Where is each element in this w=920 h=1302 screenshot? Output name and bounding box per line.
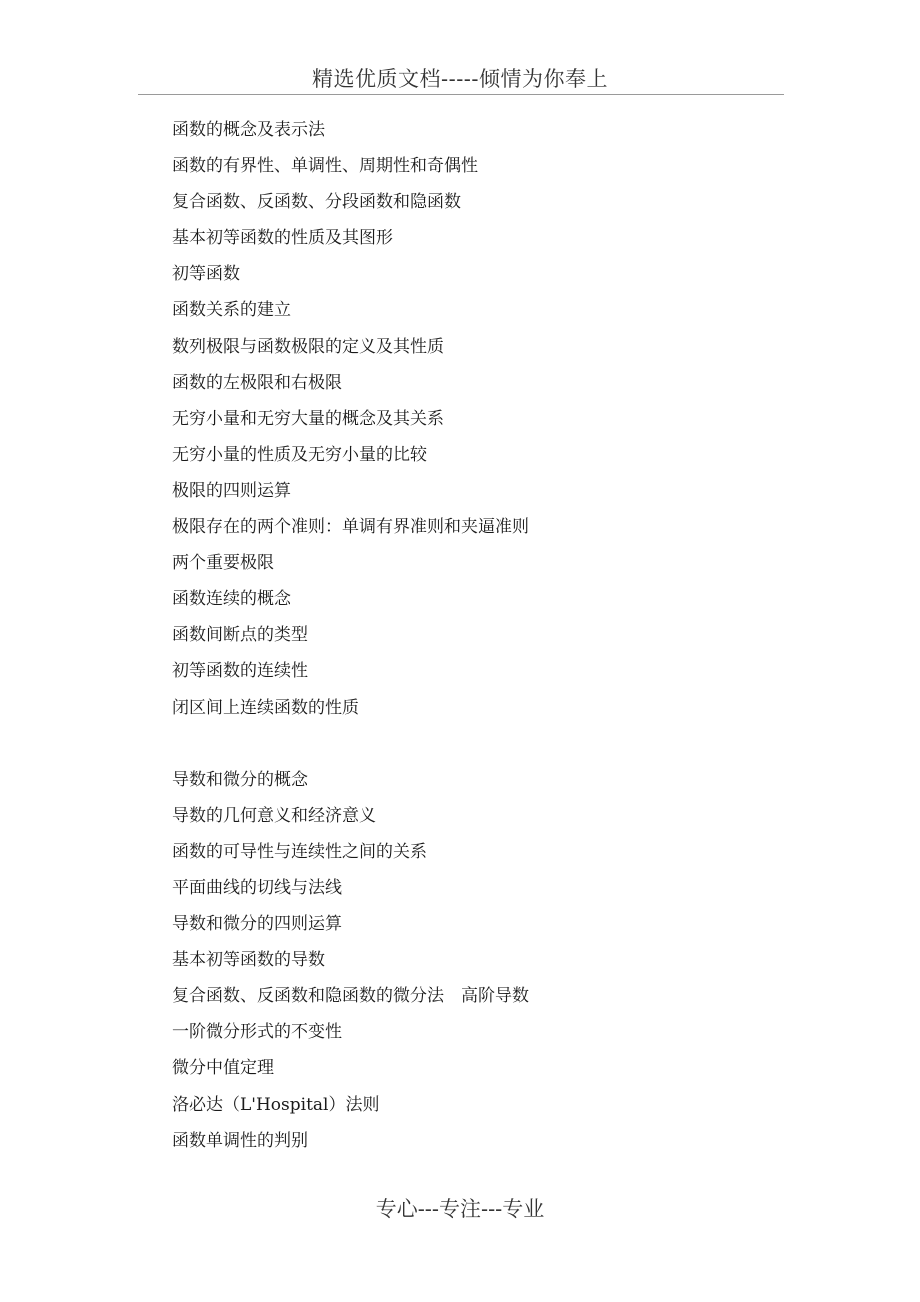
topic-line: 函数的概念及表示法	[172, 120, 325, 140]
topic-line: 导数的几何意义和经济意义	[172, 805, 376, 826]
topic-line: 导数和微分的概念	[172, 769, 308, 790]
topic-list	[172, 112, 792, 1159]
topic-line: 两个重要极限	[172, 553, 274, 574]
topic-line: 洛必达（L'Hospital）法则	[172, 1094, 380, 1115]
topic-line: 函数的有界性、单调性、周期性和奇偶性	[172, 156, 478, 177]
topic-line: 复合函数、反函数和隐函数的微分法 高阶导数	[172, 986, 529, 1007]
blank-line	[172, 726, 792, 762]
topic-line: 复合函数、反函数、分段函数和隐函数	[172, 192, 461, 213]
topic-line: 初等函数	[172, 264, 240, 285]
topic-line: 函数关系的建立	[172, 300, 291, 321]
topic-line: 基本初等函数的导数	[172, 950, 325, 971]
topic-line: 平面曲线的切线与法线	[172, 877, 342, 898]
page-header: 精选优质文档-----倾情为你奉上	[312, 67, 608, 91]
topic-line: 极限存在的两个准则：单调有界准则和夹逼准则	[172, 517, 529, 538]
topic-line: 导数和微分的四则运算	[172, 914, 342, 935]
topic-line: 函数单调性的判别	[172, 1130, 308, 1151]
topic-line: 初等函数的连续性	[172, 661, 308, 682]
header-divider	[138, 94, 784, 95]
topic-line: 函数的左极限和右极限	[172, 372, 342, 393]
topic-line: 函数的可导性与连续性之间的关系	[172, 841, 427, 862]
topic-line: 数列极限与函数极限的定义及其性质	[172, 336, 444, 357]
topic-line: 函数连续的概念	[172, 589, 291, 610]
topic-line: 基本初等函数的性质及其图形	[172, 228, 393, 249]
page-footer: 专心---专注---专业	[375, 1197, 545, 1221]
topic-line: 闭区间上连续函数的性质	[172, 697, 359, 718]
topic-line: 一阶微分形式的不变性	[172, 1022, 342, 1043]
topic-line: 极限的四则运算	[172, 480, 291, 501]
topic-line: 函数间断点的类型	[172, 625, 308, 646]
topic-line: 无穷小量的性质及无穷小量的比较	[172, 444, 427, 465]
topic-line: 无穷小量和无穷大量的概念及其关系	[172, 408, 444, 429]
topic-line: 微分中值定理	[172, 1058, 274, 1079]
